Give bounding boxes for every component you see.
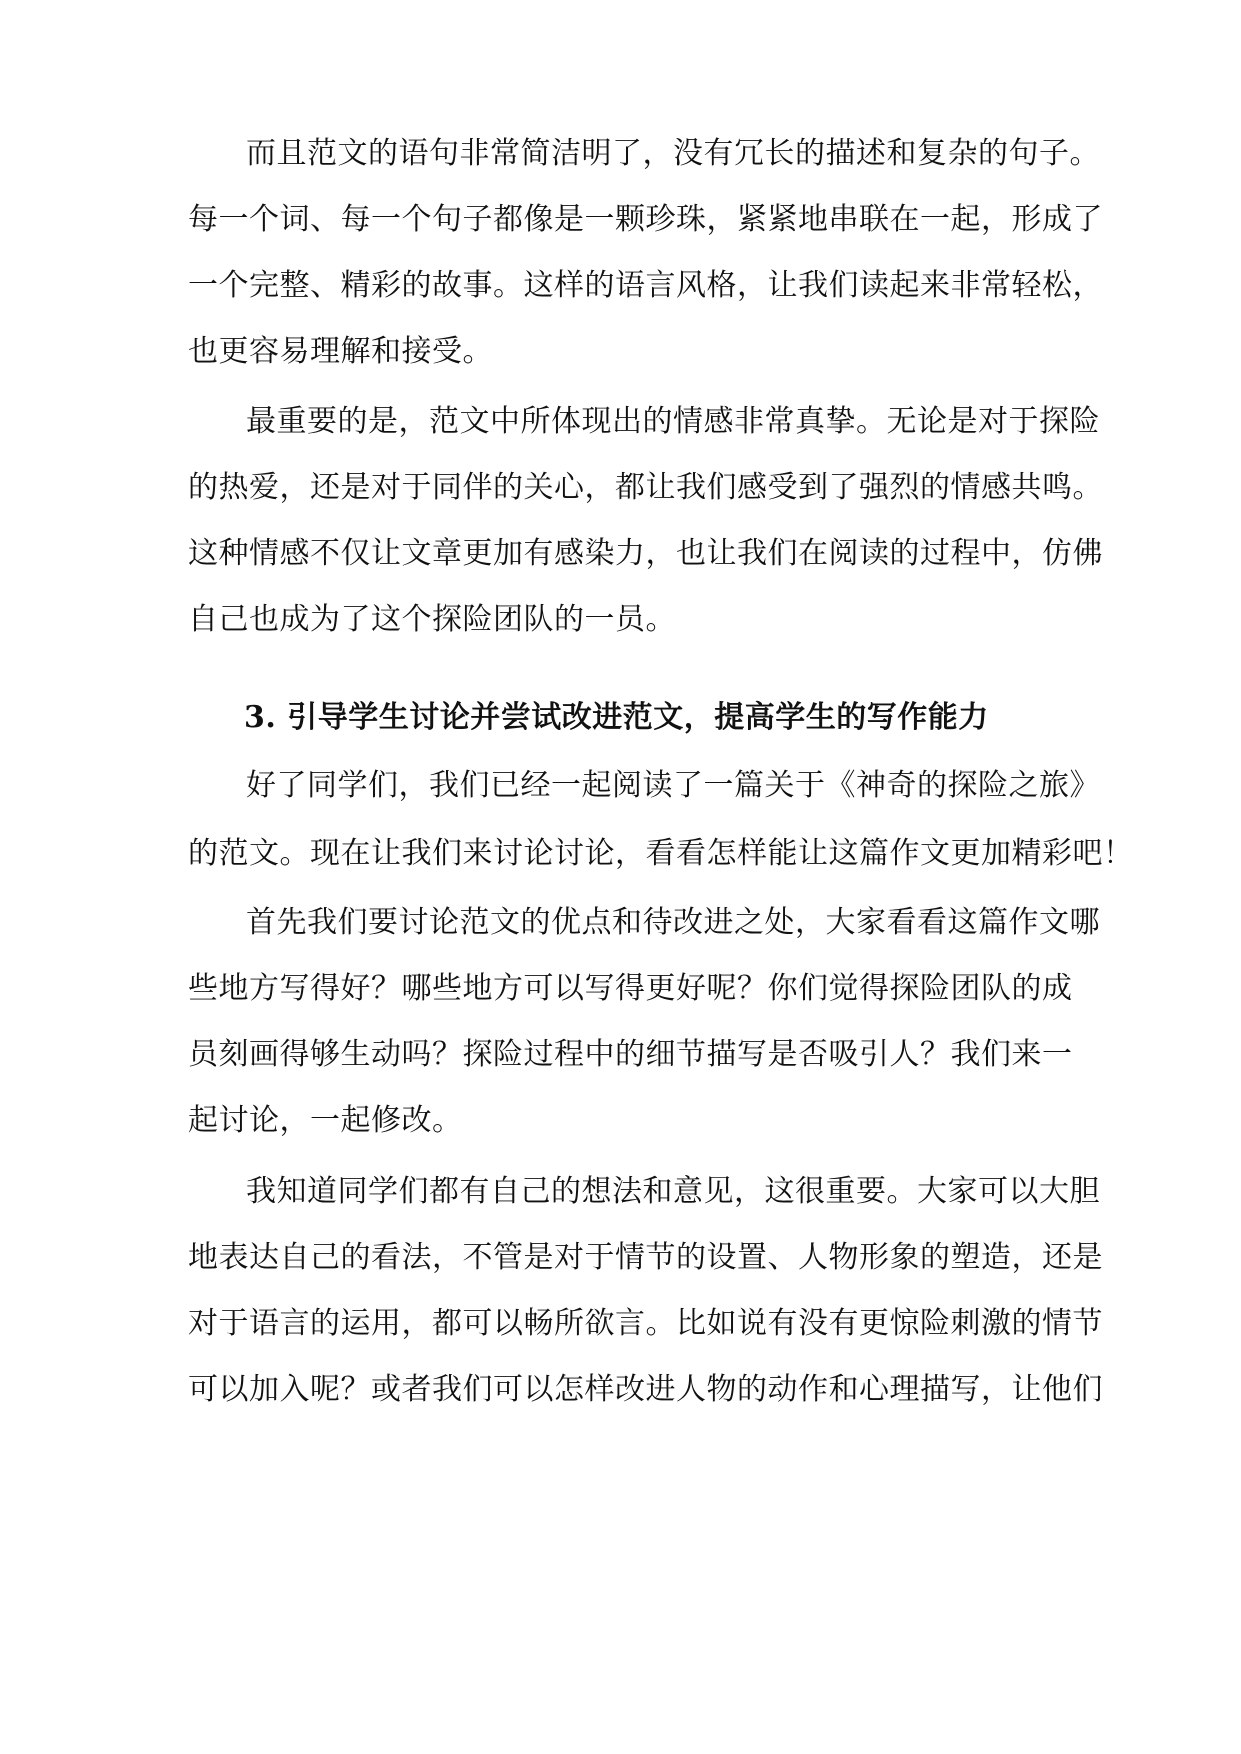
paragraph-1-line-2: 每一个词、每一个句子都像是一颗珍珠，紧紧地串联在一起，形成了 <box>188 202 1103 237</box>
paragraph-2-line-4: 自己也成为了这个探险团队的一员。 <box>188 602 676 637</box>
paragraph-3-line-2: 的范文。现在让我们来讨论讨论，看看怎样能让这篇作文更加精彩吧！ <box>188 836 1134 871</box>
paragraph-4-line-3: 员刻画得够生动吗？探险过程中的细节描写是否吸引人？我们来一 <box>188 1037 1073 1072</box>
paragraph-2-line-2: 的热爱，还是对于同伴的关心，都让我们感受到了强烈的情感共鸣。 <box>188 470 1103 505</box>
paragraph-1-line-4: 也更容易理解和接受。 <box>188 334 493 369</box>
paragraph-2-line-3: 这种情感不仅让文章更加有感染力，也让我们在阅读的过程中，仿佛 <box>188 536 1103 571</box>
paragraph-5-line-3: 对于语言的运用，都可以畅所欲言。比如说有没有更惊险刺激的情节 <box>188 1306 1103 1341</box>
paragraph-4-line-1: 首先我们要讨论范文的优点和待改进之处，大家看看这篇作文哪 <box>246 905 1100 940</box>
paragraph-1-line-3: 一个完整、精彩的故事。这样的语言风格，让我们读起来非常轻松， <box>188 268 1103 303</box>
paragraph-4-line-2: 些地方写得好？哪些地方可以写得更好呢？你们觉得探险团队的成 <box>188 971 1073 1006</box>
section-heading: 3. 引导学生讨论并尝试改进范文，提高学生的写作能力 <box>244 700 989 735</box>
paragraph-2-line-1: 最重要的是，范文中所体现出的情感非常真挚。无论是对于探险 <box>246 404 1100 439</box>
paragraph-5-line-1: 我知道同学们都有自己的想法和意见，这很重要。大家可以大胆 <box>246 1174 1100 1209</box>
paragraph-4-line-4: 起讨论，一起修改。 <box>188 1103 463 1138</box>
paragraph-5-line-2: 地表达自己的看法，不管是对于情节的设置、人物形象的塑造，还是 <box>188 1240 1103 1275</box>
paragraph-3-line-1: 好了同学们，我们已经一起阅读了一篇关于《神奇的探险之旅》 <box>246 768 1100 803</box>
paragraph-1-line-1: 而且范文的语句非常简洁明了，没有冗长的描述和复杂的句子。 <box>246 136 1100 171</box>
paragraph-5-line-4: 可以加入呢？或者我们可以怎样改进人物的动作和心理描写，让他们 <box>188 1372 1103 1407</box>
